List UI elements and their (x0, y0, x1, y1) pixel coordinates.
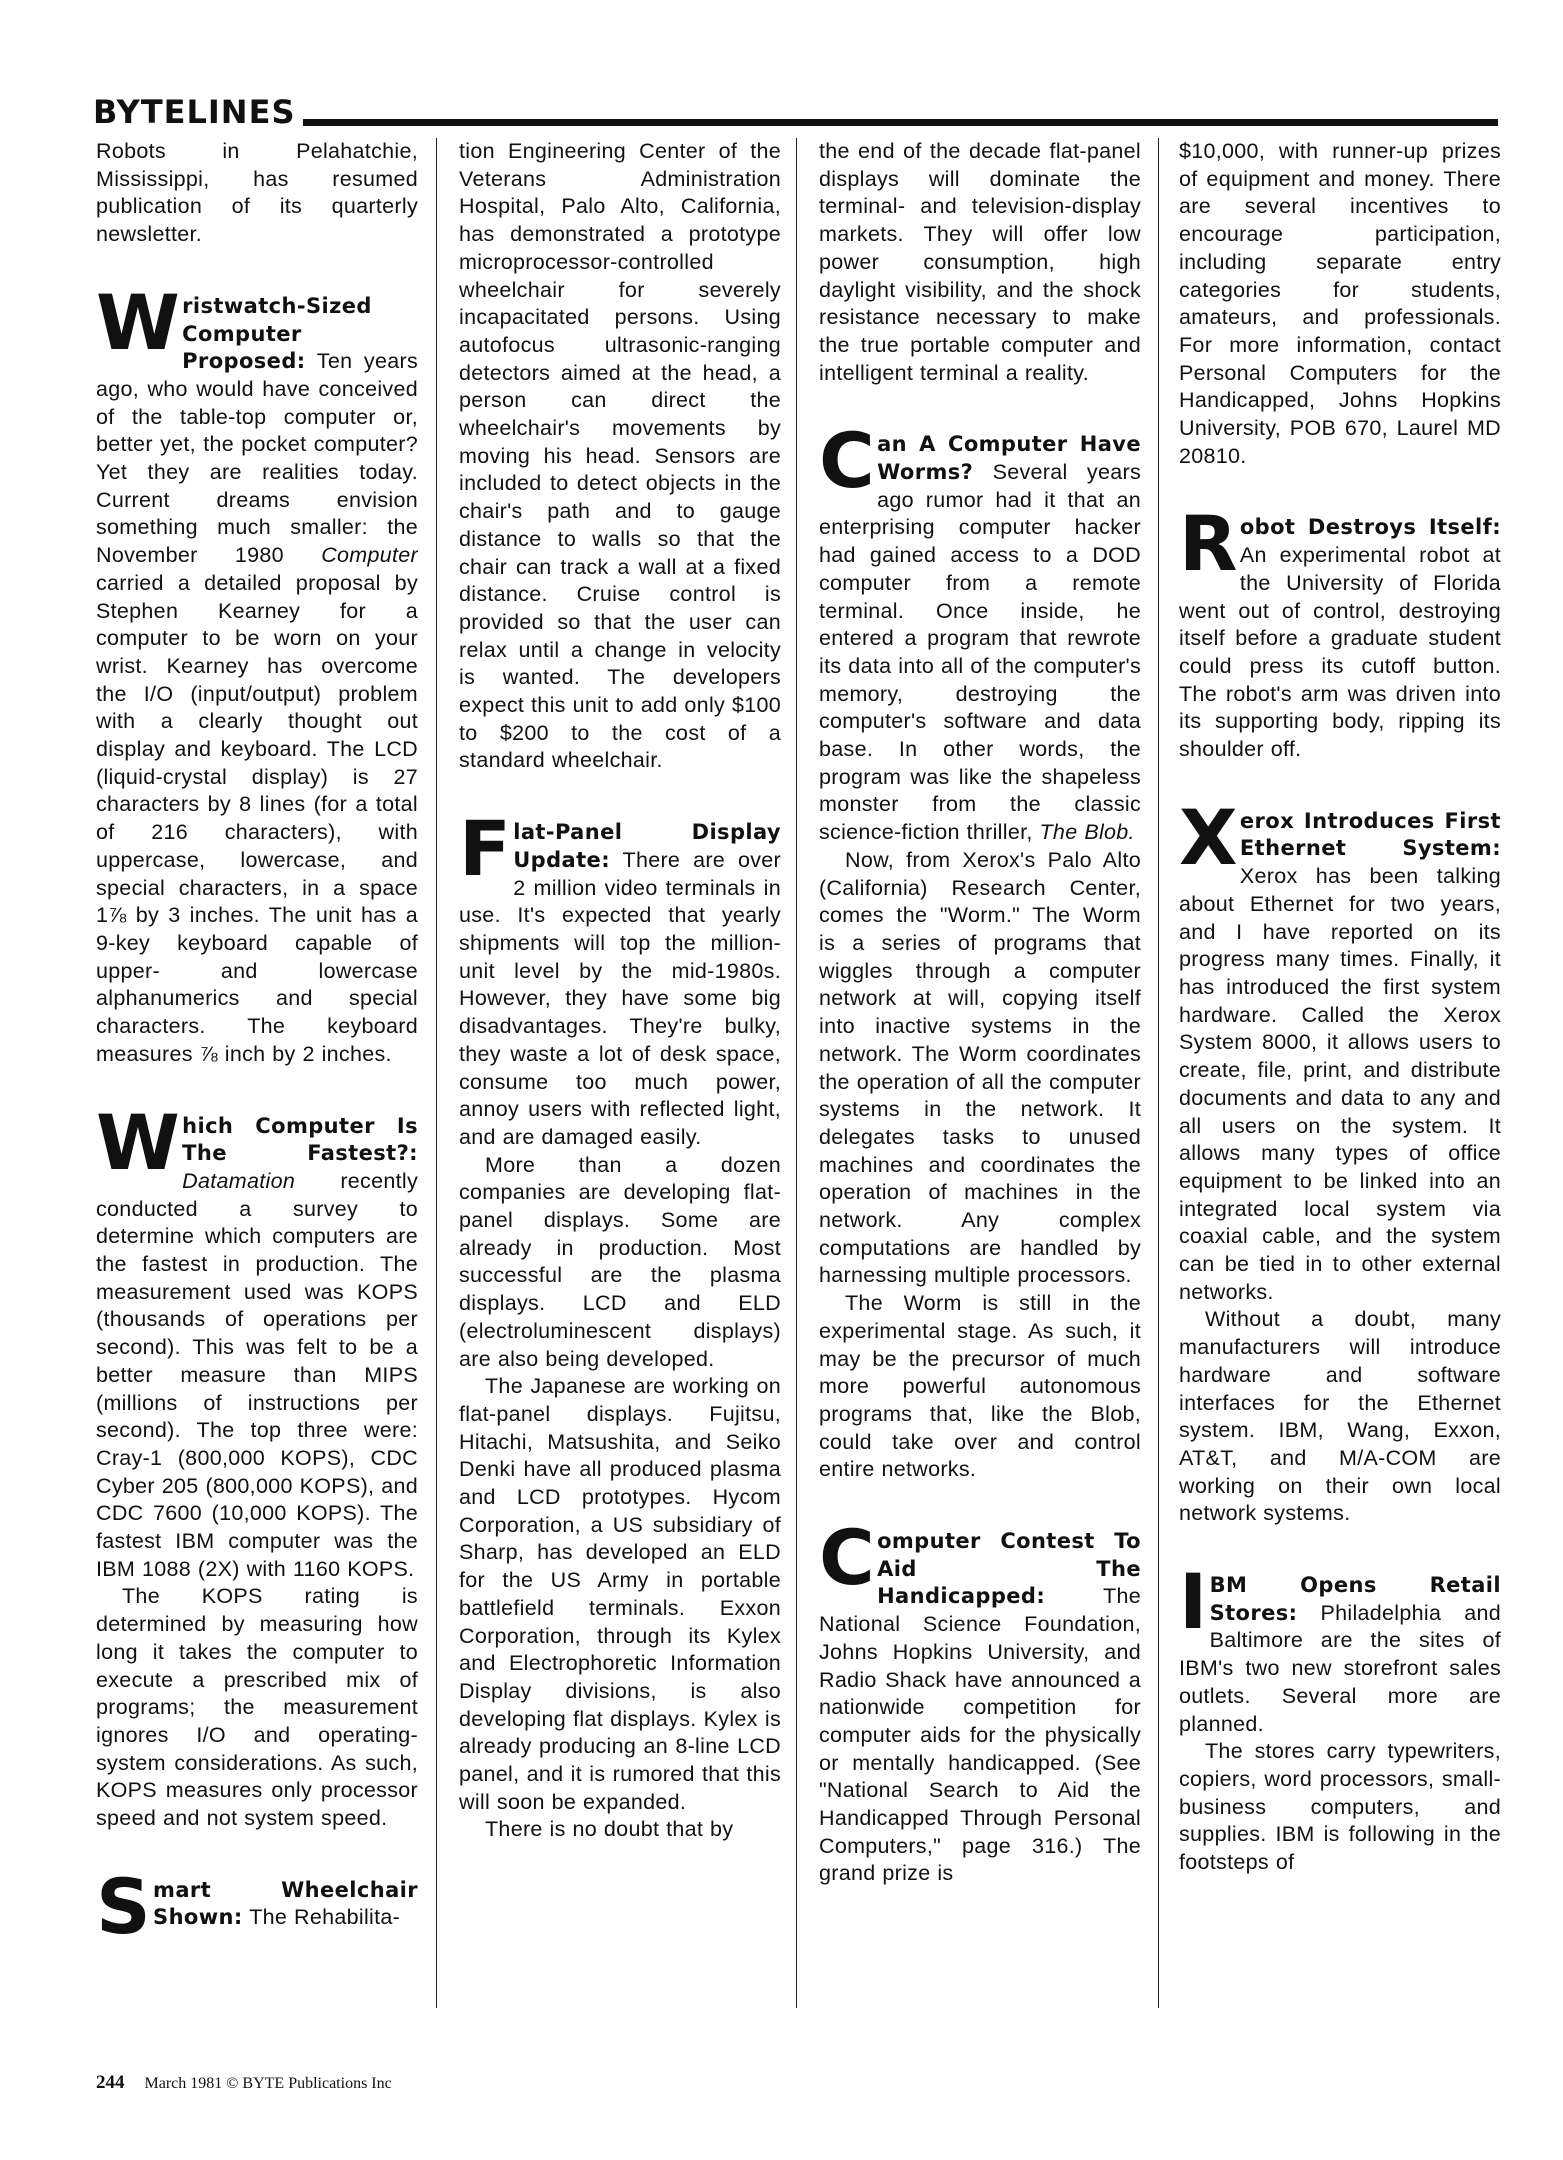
page-footer (96, 2072, 392, 2094)
paragraph: The Japanese are working on flat-panel displays. Fujitsu, Hitachi, Matsushita, and Seiko Denki have all produced plasma and LCD prototypes. Hycom Corporation, a US subsidiary of Sharp, has developed an ELD for the US Army in portable battlefield terminals. Exxon Corporation, through its Kylex and Electrophoretic Information Display divisions, is also developing flat displays. Kylex is already producing an 8-line LCD panel, and it is rumored that this will soon be expanded. (459, 1374, 781, 1814)
body-text: There are over 2 million video terminals in use. It's expected that yearly shipments will top the million-unit level by the mid-1980s. However, they have some big disadvantages. They're bulky, they waste a lot of desk space, consume too much power, annoy users with reflected light, and are damaged easily. (459, 847, 781, 1149)
body-text-italic: The Blob. (1039, 820, 1135, 845)
column-3 (819, 138, 1141, 2028)
paragraph: More than a dozen companies are developing flat-panel displays. Some are already in production. Most successful are the plasma displays. LCD and ELD (electroluminescent displays) are also being developed. (459, 1152, 781, 1371)
body-text-italic: Computer (321, 543, 418, 568)
paragraph: Robots in Pelahatchie, Mississippi, has resumed publication of its quarterly newsletter. (96, 139, 418, 247)
body-text: Ten years ago, who would have conceived of the table-top computer or, better yet, the pocket computer? Yet they are realities today. Current dreams envision something much smaller: the November 1980 (96, 349, 418, 568)
section-title: BYTELINES (93, 93, 296, 131)
column-2 (459, 138, 781, 2028)
item-computer-worms (819, 416, 1141, 1484)
section-header (93, 88, 1498, 131)
column-4 (1179, 138, 1501, 2028)
item-headline: erox Introduces First Ethernet System: (1239, 808, 1501, 861)
paragraph (96, 1097, 418, 1584)
paragraph: Without a doubt, many manufacturers will introduce hardware and software interfaces for the Ethernet system. IBM, Wang, Exxon, AT&T, and M/A-COM are working on their own local network systems. (1179, 1307, 1501, 1526)
body-text: Xerox has been talking about Ethernet for two years, and I have reported on its progress many times. Finally, it has introduced the first system hardware. Called the Xerox System 8000, it allows users to create, file, print, and distribute documents and data to any and all users on the system. It allows many types of office equipment to be linked into an integrated local system via coaxial cable, and the system can be tied in to other external networks. (1179, 864, 1501, 1304)
column-divider (436, 138, 437, 2008)
body-text: An experimental robot at the University of Florida went out of control, destroying itself before a graduate student could press its cutoff button. The robot's arm was driven into its supporting body, ripping its shoulder off. (1179, 543, 1501, 762)
item-wristwatch-computer (96, 277, 418, 1069)
paragraph (1179, 499, 1501, 763)
item-headline: ristwatch-Sized Computer Proposed: (182, 293, 372, 374)
item-headline: obot Destroys Itself: (1239, 515, 1501, 540)
item-headline: lat-Panel Display Update: (513, 820, 781, 872)
body-text: The Rehabilita- (249, 1905, 401, 1930)
paragraph: the end of the decade flat-panel displays will dominate the terminal- and television-display markets. They will offer low power consumption, high daylight visibility, and the shock resistance necessary to make the true portable computer and intelligent terminal a reality. (819, 139, 1141, 385)
column-divider (1158, 138, 1159, 2008)
body-text-italic: Datamation (182, 1168, 296, 1193)
item-headline: omputer Contest To Aid The Handicapped: (877, 1529, 1141, 1609)
drop-cap: I (1179, 1557, 1208, 1647)
item-flat-panel (459, 804, 781, 1844)
drop-cap: W (96, 1097, 181, 1187)
paragraph: Now, from Xerox's Palo Alto (California) Research Center, comes the "Worm." The Worm is a series of programs that wiggles through a computer network at will, copying itself into inactive systems in the network. The Worm coordinates the operation of all the computer systems in the network. It delegates tasks to unused machines and coordinates the operation of machines in the network. Any complex computations are handled by harnessing multiple processors. (819, 847, 1141, 1288)
paragraph (1179, 1557, 1501, 1738)
page-number: 244 (96, 2072, 125, 2093)
item-headline: hich Computer Is The Fastest?: (182, 1113, 418, 1166)
item-headline: BM Opens Retail Stores: (1209, 1573, 1501, 1625)
item-ibm-retail (1179, 1557, 1501, 1877)
item-headline: mart Wheelchair Shown: (153, 1877, 418, 1930)
item-smart-wheelchair-cont (459, 138, 781, 775)
item-robot-destroys-itself (1179, 499, 1501, 763)
body-text: The National Science Foundation, Johns Hopkins University, and Radio Shack have announced a nationwide competition for computer aids for the physically or mentally handicapped. (See "National Search to Aid the Handicapped Through Personal Computers," page 316.) The grand prize is (819, 1584, 1141, 1886)
column-divider (796, 138, 797, 2008)
drop-cap: X (1179, 792, 1238, 882)
item-smart-wheelchair (96, 1861, 418, 1951)
paragraph (96, 277, 418, 1069)
drop-cap: R (1179, 499, 1238, 589)
item-headline: an A Computer Have Worms? (877, 432, 1141, 485)
paragraph: The stores carry typewriters, copiers, word processors, small-business computers, and supplies. IBM is following in the footsteps of (1179, 1739, 1501, 1875)
body-text: carried a detailed proposal by Stephen Kearney for a computer to be worn on your wrist. Kearney has overcome the I/O (input/output) problem with a clearly thought out display and keyboard. The LCD (liquid-crystal display) is 27 characters by 8 lines (for a total of 216 characters), with uppercase, lowercase, and special characters, in a space 1⅞ by 3 inches. The unit has a 9-key keyboard capable of upper- and lowercase alphanumerics and special characters. The keyboard measures ⅞ inch by 2 inches. (96, 570, 418, 1066)
item-flat-panel-cont (819, 138, 1141, 387)
paragraph (819, 1513, 1141, 1888)
drop-cap: C (819, 416, 876, 506)
item-computer-contest-cont (1179, 138, 1501, 470)
drop-cap: F (459, 804, 512, 894)
item-computer-contest (819, 1513, 1141, 1888)
item-fastest-computer (96, 1097, 418, 1833)
paragraph: The KOPS rating is determined by measuring how long it takes the computer to execute a prescribed mix of programs; the measurement ignores I/O and operating-system considerations. As such, KOPS measures only processor speed and not system speed. (96, 1584, 418, 1831)
paragraph: There is no doubt that by (485, 1817, 734, 1842)
column-1 (96, 138, 418, 2028)
drop-cap: C (819, 1513, 876, 1603)
drop-cap: W (96, 277, 181, 367)
paragraph (459, 804, 781, 1151)
paragraph (96, 1861, 418, 1951)
item-newsletter (96, 138, 418, 249)
body-text: Philadelphia and Baltimore are the sites of IBM's two new storefront sales outlets. Several more are planned. (1179, 1600, 1501, 1736)
item-xerox-ethernet (1179, 792, 1501, 1528)
paragraph: tion Engineering Center of the Veterans Administration Hospital, Palo Alto, California, has demonstrated a prototype microprocessor-controlled wheelchair for severely incapacitated persons. Using autofocus ultrasonic-ranging detectors aimed at the head, a person can direct the wheelchair's movements by moving his head. Sensors are included to detect objects in the chair's path and to gauge distance to walls so that the chair can track a wall at a fixed distance. Cruise control is provided so that the user can relax until a change in velocity is wanted. The developers expect this unit to add only $100 to $200 to the cost of a standard wheelchair. (459, 139, 781, 773)
header-rule (303, 119, 1498, 126)
paragraph (819, 416, 1141, 847)
paragraph: $10,000, with runner-up prizes of equipment and money. There are several incentives to encourage participation, including separate entry categories for students, amateurs, and professionals. For more information, contact Personal Computers for the Handicapped, Johns Hopkins University, POB 670, Laurel MD 20810. (1179, 139, 1501, 468)
body-text: Several years ago rumor had it that an enterprising computer hacker had gained access to a DOD computer from a remote terminal. Once inside, he entered a program that rewrote its data into all of the computer's memory, destroying the computer's software and data base. In other words, the program was like the shapeless monster from the classic science-fiction thriller, (819, 460, 1141, 845)
drop-cap: S (96, 1861, 152, 1951)
paragraph (1179, 792, 1501, 1307)
body-text: recently conducted a survey to determine which computers are the fastest in production. The measurement used was KOPS (thousands of operations per second). This was felt to be a better measure than MIPS (millions of instructions per second). The top three were: Cray-1 (800,000 KOPS), CDC Cyber 205 (800,000 KOPS), and CDC 7600 (10,000 KOPS). The fastest IBM computer was the IBM 1088 (2X) with 1160 KOPS. (96, 1168, 418, 1581)
footer-credit: March 1981 © BYTE Publications Inc (144, 2075, 392, 2092)
paragraph: The Worm is still in the experimental stage. As such, it may be the precursor of much more powerful autonomous programs that, like the Blob, could take over and control entire networks. (819, 1291, 1141, 1482)
